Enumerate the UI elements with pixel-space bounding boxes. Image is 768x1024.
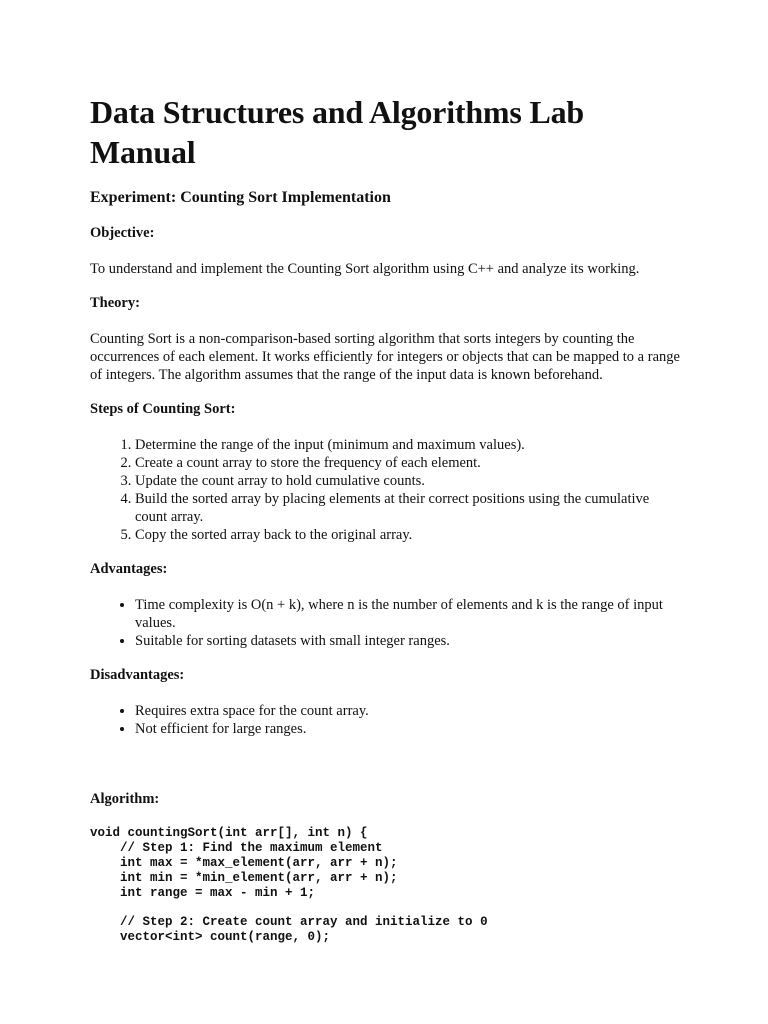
disadvantages-list — [90, 702, 680, 738]
advantages-list — [90, 596, 680, 650]
disadvantages-heading: Disadvantages: — [90, 667, 185, 683]
experiment-heading: Experiment: Counting Sort Implementation — [90, 189, 391, 206]
section-spacer — [90, 738, 680, 774]
list-item: 5. Copy the sorted array back to the original array. — [135, 526, 680, 544]
theory-text: Counting Sort is a non-comparison-based sorting algorithm that sorts integers by counting the occurrences of each element. It works efficiently for integers or objects that can be mapped to a range of integers. The algorithm assumes that the range of the input data is known beforehand. — [90, 331, 680, 383]
steps-list — [90, 436, 680, 544]
objective-heading: Objective: — [90, 225, 155, 241]
document-page — [90, 92, 680, 945]
list-item: • Time complexity is O(n + k), where n is the number of elements and k is the range of input values. — [135, 596, 680, 632]
advantages-heading: Advantages: — [90, 561, 168, 577]
objective-text: To understand and implement the Counting Sort algorithm using C++ and analyze its working. — [90, 261, 640, 277]
list-item: 2. Create a count array to store the frequency of each element. — [135, 454, 680, 472]
list-item: 4. Build the sorted array by placing elements at their correct positions using the cumulative count array. — [135, 490, 680, 526]
code-block: void countingSort(int arr[], int n) { // Step 1: Find the maximum element int max = *max_element(arr, arr + n); int min = *min_element(arr, arr + n); int range = max - min + 1; // Step 2: Create count array and initialize to 0 vector<int> count(range, 0); — [90, 826, 488, 945]
steps-heading: Steps of Counting Sort: — [90, 401, 236, 417]
list-item: 1. Determine the range of the input (minimum and maximum values). — [135, 436, 680, 454]
list-item: • Requires extra space for the count array. — [135, 702, 680, 720]
theory-heading: Theory: — [90, 295, 140, 311]
algorithm-heading: Algorithm: — [90, 791, 160, 807]
list-item: • Suitable for sorting datasets with small integer ranges. — [135, 632, 680, 650]
list-item: • Not efficient for large ranges. — [135, 720, 680, 738]
list-item: 3. Update the count array to hold cumulative counts. — [135, 472, 680, 490]
document-title: Data Structures and Algorithms Lab Manual — [90, 94, 584, 170]
